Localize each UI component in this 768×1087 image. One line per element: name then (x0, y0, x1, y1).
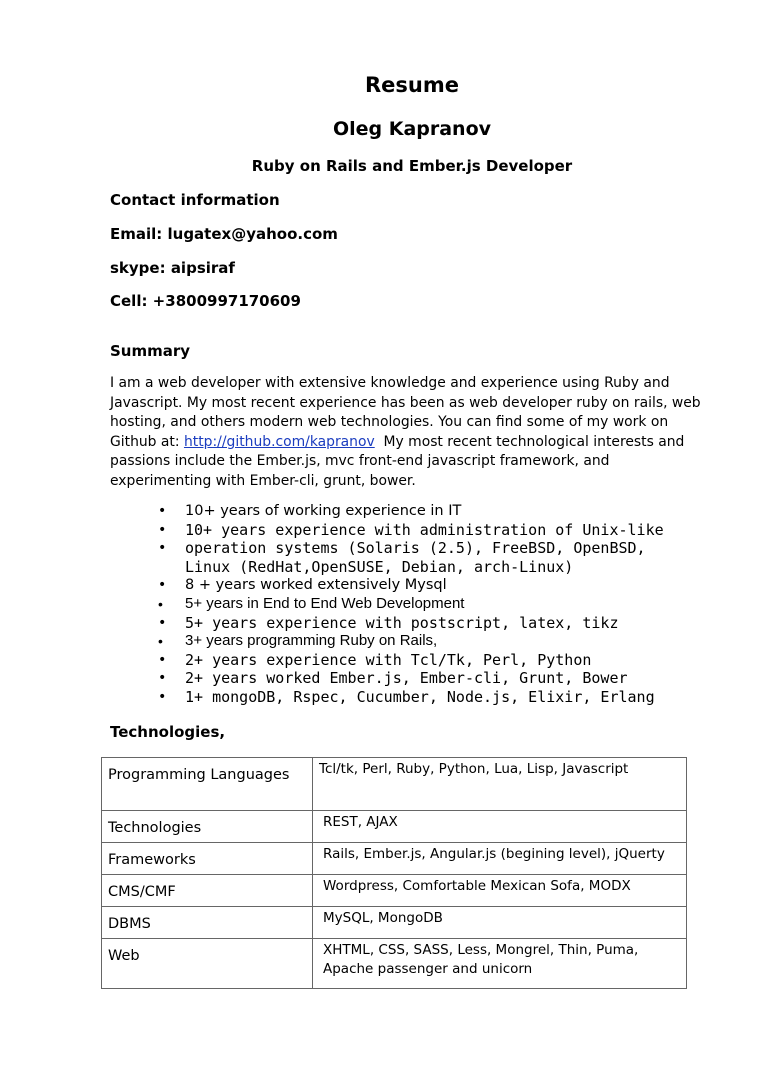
table-row (102, 939, 687, 989)
table-row (102, 907, 687, 939)
list-item: • operation systems (Solaris (2.5), FreeBSD, OpenBSD, Linux (RedHat,OpenSUSE, Debian, arch-Linux) (158, 539, 646, 576)
contact-heading: Contact information (110, 191, 280, 209)
table-cell-value: REST, AJAX (313, 811, 687, 843)
bullet-icon: • (158, 577, 167, 594)
table-cell-value: Wordpress, Comfortable Mexican Sofa, MODX (313, 875, 687, 907)
summary-text-end: My most recent technological interests and passions include the Ember.js, mvc front-end javascript framework, and experimenting with Ember-cli, grunt, bower. (110, 433, 689, 489)
contact-cell: Cell: +3800997170609 (110, 292, 301, 310)
resume-title: Resume (365, 73, 459, 97)
bullet-icon: • (158, 540, 167, 557)
bullet-icon: • (158, 595, 163, 612)
summary-heading: Summary (110, 342, 191, 360)
table-row (102, 811, 687, 843)
table-row (102, 758, 687, 811)
table-cell-key: CMS/CMF (102, 875, 313, 907)
bullet-icon: • (158, 670, 167, 687)
table-row (102, 875, 687, 907)
table-cell-key: Web (102, 939, 313, 989)
technologies-table (101, 757, 687, 989)
bullet-icon: • (158, 503, 167, 519)
list-item: • 5+ years in End to End Web Development (158, 594, 465, 612)
summary-text-start: I am a web developer with extensive knowledge and experience using Ruby and Javascript. My most recent experience has been as web developer ruby on rails, web hosting, and others modern web technologies. You can find some of my work on Github at: (110, 375, 701, 450)
table-cell-value: Rails, Ember.js, Angular.js (begining level), jQuerty (313, 843, 687, 875)
table-cell-value: XHTML, CSS, SASS, Less, Mongrel, Thin, Puma, Apache passenger and unicorn (313, 939, 687, 989)
bullet-icon: • (158, 633, 163, 650)
table-cell-key: Programming Languages (102, 758, 313, 811)
list-item: • 8 + years worked extensively Mysql (158, 577, 447, 594)
list-item: • 10+ years of working experience in IT (158, 503, 462, 519)
technologies-heading: Technologies, (110, 723, 226, 741)
bullet-icon: • (158, 614, 167, 631)
list-item: • 2+ years experience with Tcl/Tk, Perl, Python (158, 650, 592, 669)
github-link[interactable]: http://github.com/kapranov (183, 433, 375, 450)
summary-paragraph (110, 374, 710, 491)
bullet-icon: • (158, 651, 167, 668)
list-item: • 1+ mongoDB, Rspec, Cucumber, Node.js, Elixir, Erlang (158, 687, 655, 706)
contact-skype: skype: aipsiraf (110, 259, 235, 277)
table-cell-key: DBMS (102, 907, 313, 939)
candidate-name: Oleg Kapranov (332, 118, 492, 140)
bullet-icon: • (158, 521, 167, 538)
experience-list (160, 502, 680, 707)
table-cell-value: MySQL, MongoDB (313, 907, 687, 939)
bullet-icon: • (158, 688, 167, 705)
table-cell-key: Frameworks (102, 843, 313, 875)
list-item: • 3+ years programming Ruby on Rails, (158, 632, 438, 650)
list-item: • 2+ years worked Ember.js, Ember-cli, Grunt, Bower (158, 669, 628, 688)
table-cell-key: Technologies (102, 811, 313, 843)
candidate-role: Ruby on Rails and Ember.js Developer (251, 157, 573, 175)
table-row (102, 843, 687, 875)
list-item: • 10+ years experience with administration of Unix-like (158, 520, 664, 539)
list-item: • 5+ years experience with postscript, latex, tikz (158, 613, 619, 632)
contact-email: Email: lugatex@yahoo.com (110, 225, 338, 243)
table-cell-value: Tcl/tk, Perl, Ruby, Python, Lua, Lisp, Javascript (313, 758, 687, 811)
